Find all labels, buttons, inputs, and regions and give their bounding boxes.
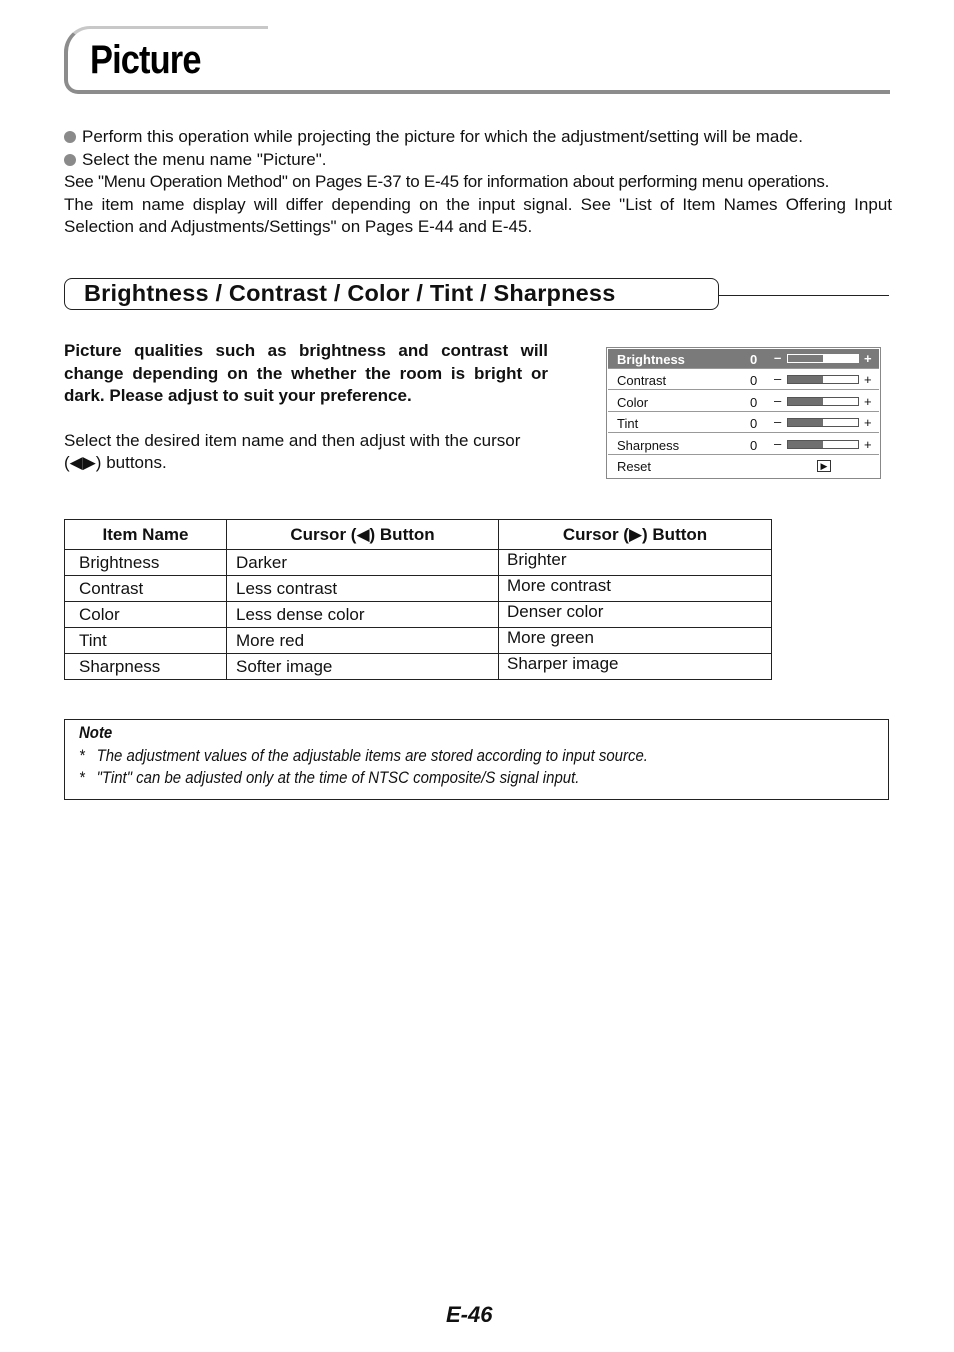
- menu-item-label: Brightness: [617, 352, 685, 367]
- table-cell: More contrast: [499, 576, 772, 602]
- table-cell: Sharper image: [499, 654, 772, 680]
- minus-icon: –: [774, 371, 782, 387]
- page-number: E-46: [446, 1302, 493, 1327]
- intro-bullet: Select the menu name "Picture".: [64, 149, 892, 172]
- bullet-icon: [64, 131, 76, 143]
- intro-block: [64, 126, 892, 239]
- menu-item-value: 0: [750, 437, 758, 453]
- minus-icon: –: [774, 350, 782, 365]
- menu-item-value: 0: [750, 373, 758, 389]
- table-cell: Brighter: [499, 550, 772, 576]
- menu-reset-row: [608, 456, 879, 476]
- table-cell: Brightness: [65, 550, 227, 576]
- column-header: Item Name: [65, 520, 227, 550]
- level-slider-fill: [788, 419, 823, 426]
- plus-icon: +: [864, 415, 872, 431]
- table-cell: Contrast: [65, 576, 227, 602]
- table-cell: Color: [65, 602, 227, 628]
- table-row: [65, 628, 772, 654]
- plus-icon: +: [864, 372, 872, 388]
- note-item: * "Tint" can be adjusted only at the time of NTSC composite/S signal input.: [79, 768, 580, 787]
- menu-item-value: 0: [750, 394, 758, 410]
- section-title: Brightness / Contrast / Color / Tint / Sharpness: [84, 280, 616, 306]
- level-slider[interactable]: [787, 418, 859, 427]
- enter-arrow-icon: ▶: [817, 460, 831, 472]
- column-header: Cursor (◀) Button: [227, 520, 499, 550]
- intro-paragraph: See "Menu Operation Method" on Pages E-37 to E-45 for information about performing menu operations.: [64, 172, 830, 192]
- menu-reset-label: Reset: [617, 459, 651, 474]
- column-header: Cursor (▶) Button: [499, 520, 772, 550]
- menu-item-label: Sharpness: [617, 437, 680, 453]
- menu-row-tint[interactable]: [608, 413, 879, 433]
- level-slider-fill: [788, 355, 823, 362]
- table-cell: Softer image: [227, 654, 499, 680]
- level-slider-fill: [788, 441, 823, 448]
- level-slider[interactable]: [787, 354, 859, 363]
- level-slider[interactable]: [787, 397, 859, 406]
- plus-icon: +: [864, 393, 872, 409]
- description-text: Select the desired item name and then adjust with the cursor (◀▶) buttons.: [64, 430, 521, 472]
- level-slider[interactable]: [787, 375, 859, 384]
- page-title: Picture: [90, 38, 201, 82]
- intro-paragraph: The item name display will differ depending on the input signal. See "List of Item Names Offering Input Selection and Adjustments/Settings" on Pages E-44 and E-45.: [64, 194, 892, 237]
- menu-item-label: Color: [617, 394, 649, 410]
- note-title: Note: [79, 723, 113, 742]
- minus-icon: –: [774, 435, 782, 451]
- table-cell: Less contrast: [227, 576, 499, 602]
- table-row: [65, 654, 772, 680]
- menu-row-contrast[interactable]: [608, 370, 879, 390]
- note-item: * The adjustment values of the adjustable items are stored according to input source.: [79, 745, 648, 765]
- picture-menu-screenshot: [606, 347, 881, 479]
- table-header-row: [65, 520, 772, 550]
- table-cell: Sharpness: [65, 654, 227, 680]
- level-slider-fill: [788, 398, 823, 405]
- table-row: [65, 550, 772, 576]
- menu-item-value: 0: [750, 416, 758, 432]
- table-cell: Denser color: [499, 602, 772, 628]
- section-rule: [719, 295, 889, 296]
- note-box: [64, 719, 889, 800]
- description-bold: Picture qualities such as brightness and contrast will change depending on the whether the room is bright or dark. Please adjust to suit your preference.: [64, 341, 548, 405]
- section-description: [64, 340, 548, 475]
- bullet-icon: [64, 154, 76, 166]
- menu-row-color[interactable]: [608, 392, 879, 412]
- menu-row-sharpness[interactable]: [608, 435, 879, 455]
- plus-icon: +: [864, 351, 872, 366]
- table-cell: Less dense color: [227, 602, 499, 628]
- level-slider[interactable]: [787, 440, 859, 449]
- adjustment-table: [64, 519, 772, 680]
- menu-item-label: Tint: [617, 416, 639, 432]
- table-row: [65, 576, 772, 602]
- table-cell: Tint: [65, 628, 227, 654]
- menu-item-label: Contrast: [617, 373, 667, 389]
- minus-icon: –: [774, 392, 782, 408]
- table-cell: More green: [499, 628, 772, 654]
- menu-row-brightness[interactable]: [608, 349, 879, 369]
- minus-icon: –: [774, 414, 782, 430]
- table-cell: Darker: [227, 550, 499, 576]
- menu-item-value: 0: [750, 352, 758, 367]
- level-slider-fill: [788, 376, 823, 383]
- plus-icon: +: [864, 436, 872, 452]
- intro-bullet: Perform this operation while projecting the picture for which the adjustment/setting will be made.: [64, 126, 892, 149]
- table-cell: More red: [227, 628, 499, 654]
- table-row: [65, 602, 772, 628]
